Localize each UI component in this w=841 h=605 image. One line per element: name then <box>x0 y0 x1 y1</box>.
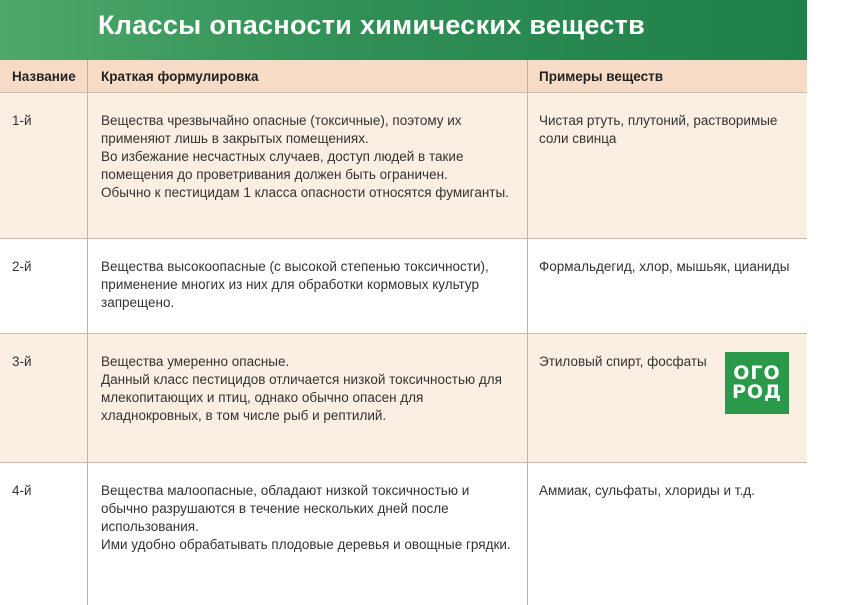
column-divider <box>87 60 88 605</box>
description-paragraph: Ими удобно обрабатывать плодовые деревья и овощные грядки. <box>101 537 511 552</box>
column-header-name: Название <box>12 69 76 84</box>
description-paragraph: Данный класс пестицидов отличается низкой токсичностью для млекопитающих и птиц, однако обычно опасен для хладнокровных, в том числе рыб и рептилий. <box>101 372 502 423</box>
description-paragraph: Вещества высокоопасные (с высокой степенью токсичности), применение многих из них для обработки кормовых культур запрещено. <box>101 259 489 310</box>
class-examples: Аммиак, сульфаты, хлориды и т.д. <box>539 483 755 498</box>
class-examples: Чистая ртуть, плутоний, растворимые соли свинца <box>539 113 778 146</box>
table-row <box>0 239 807 334</box>
logo-text-line2: РОД <box>732 381 782 403</box>
table-row <box>0 334 807 463</box>
title-banner <box>0 0 807 60</box>
page-title: Классы опасности химических веществ <box>98 10 646 40</box>
column-header-description: Краткая формулировка <box>101 69 259 84</box>
table-row <box>0 93 807 239</box>
class-name: 4-й <box>12 483 32 498</box>
column-header-examples: Примеры веществ <box>539 69 664 84</box>
ogorod-logo <box>725 352 813 414</box>
column-divider <box>527 60 528 605</box>
table-row <box>0 463 807 605</box>
description-paragraph: Вещества чрезвычайно опасные (токсичные), поэтому их применяют лишь в закрытых помещениях. <box>101 113 462 146</box>
class-description <box>101 258 516 312</box>
description-paragraph: Во избежание несчастных случаев, доступ людей в такие помещения до проветривания должен быть ограничен. <box>101 149 464 182</box>
description-paragraph: Вещества малоопасные, обладают низкой токсичностью и обычно разрушаются в течение нескольких дней после использования. <box>101 483 470 534</box>
registered-mark: ® <box>805 392 813 399</box>
class-examples: Формальдегид, хлор, мышьяк, цианиды <box>539 259 790 274</box>
class-examples: Этиловый спирт, фосфаты <box>539 354 707 369</box>
class-name: 3-й <box>12 354 32 369</box>
class-description <box>101 353 516 425</box>
class-description <box>101 112 516 202</box>
class-name: 1-й <box>12 113 32 128</box>
description-paragraph: Вещества умеренно опасные. <box>101 354 290 369</box>
class-name: 2-й <box>12 259 32 274</box>
description-paragraph: Обычно к пестицидам 1 класса опасности относятся фумиганты. <box>101 185 509 200</box>
class-description <box>101 482 516 554</box>
logo-text-line1: ОГО <box>733 362 781 384</box>
table-header <box>0 60 807 93</box>
